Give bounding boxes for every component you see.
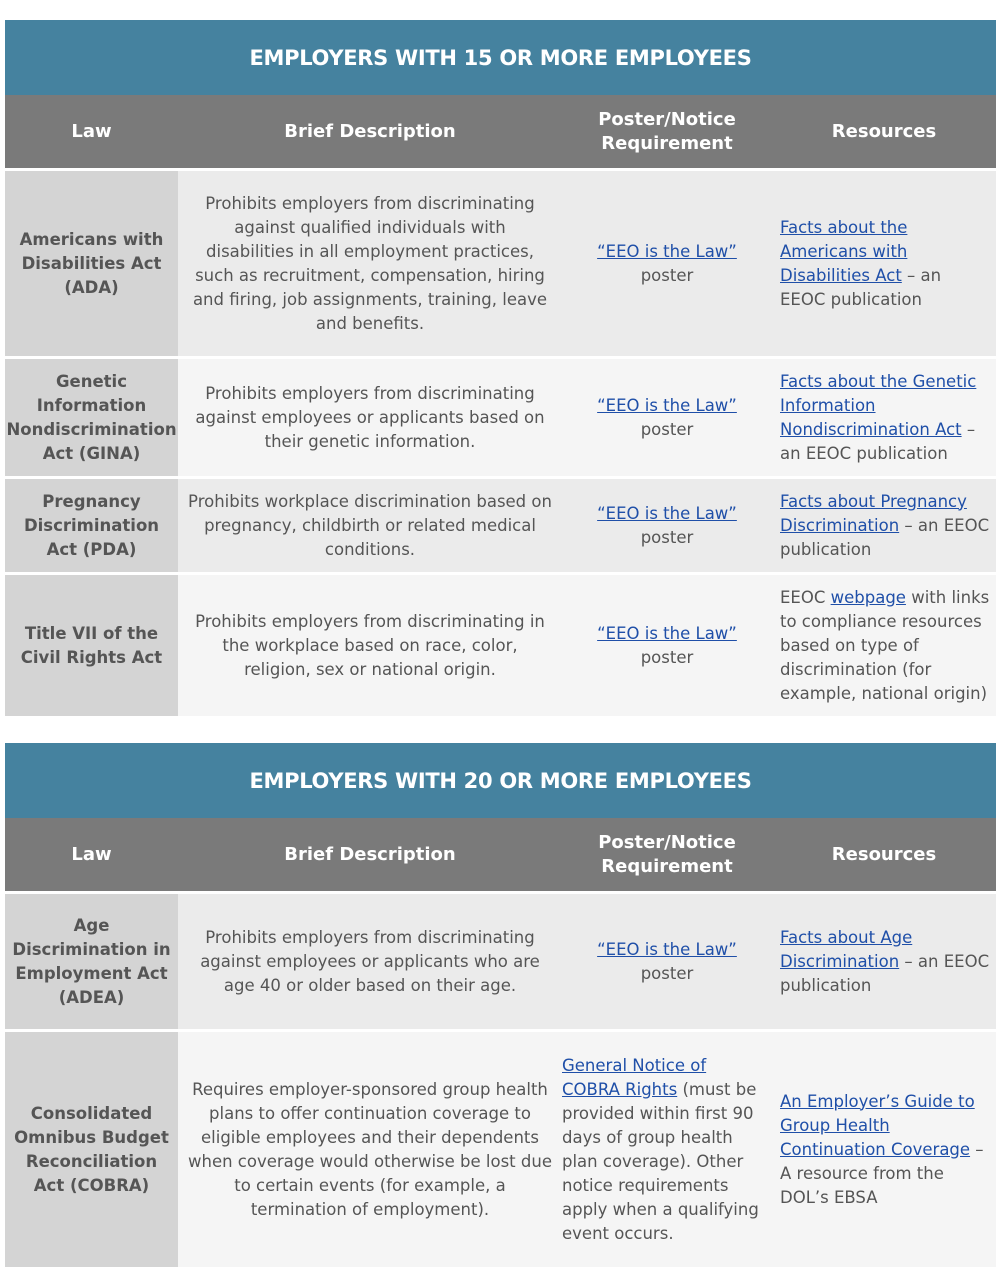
header-poster: Poster/Notice Requirement (598, 108, 736, 154)
eeo-poster-link[interactable]: “EEO is the Law” (597, 623, 737, 643)
resource-text: – an EEOC publication (780, 515, 990, 559)
law-description: Prohibits workplace discrimination based on pregnancy, childbirth or related medical conditions. (178, 479, 562, 572)
resource-prefix: EEOC (780, 587, 831, 607)
resource-text: with links to compliance resources based on type of discrimination (for example, national origin) (780, 587, 990, 703)
law-description: Requires employer-sponsored group health plans to offer continuation coverage to eligible employees and their dependents when coverage would otherwise be lost due to certain events (for example, a termination of employment). (178, 1032, 562, 1267)
poster-cell (562, 479, 772, 572)
law-name: Consolidated Omnibus Budget Reconciliation Act (COBRA) (5, 1032, 178, 1267)
resource-text: – an EEOC publication (780, 951, 990, 995)
webpage-link[interactable]: webpage (830, 587, 906, 607)
resource-text: – A resource from the DOL’s EBSA (780, 1139, 984, 1207)
poster-text: poster (640, 647, 694, 667)
law-name: Americans with Disabilities Act (ADA) (5, 171, 178, 356)
table-row (5, 891, 996, 1029)
resources-cell (772, 359, 996, 476)
resources-cell (772, 575, 996, 716)
table-row (5, 572, 996, 716)
resource-link[interactable]: Facts about the Genetic Information Nondiscrimination Act (780, 371, 977, 439)
table-row (5, 168, 996, 356)
eeo-poster-link[interactable]: “EEO is the Law” (597, 395, 737, 415)
eeo-poster-link[interactable]: “EEO is the Law” (597, 939, 737, 959)
law-name: Age Discrimination in Employment Act (ADEA) (5, 894, 178, 1029)
resource-link[interactable]: Facts about Pregnancy Discrimination (780, 491, 967, 535)
eeo-poster-link[interactable]: “EEO is the Law” (597, 503, 737, 523)
resources-cell (772, 171, 996, 356)
header-resources: Resources (831, 120, 937, 142)
table-row (5, 356, 996, 476)
law-name: Pregnancy Discrimination Act (PDA) (5, 479, 178, 572)
table-header (5, 818, 996, 891)
resource-link[interactable]: An Employer’s Guide to Group Health Continuation Coverage (780, 1091, 975, 1159)
header-law: Law (71, 843, 112, 865)
law-description: Prohibits employers from discriminating against qualified individuals with disabilities in all employment practices, such as recruitment, compensation, hiring and firing, job assignments, training, leave and benefits. (178, 171, 562, 356)
table-row (5, 1029, 996, 1267)
poster-text: poster (640, 419, 694, 439)
poster-text: poster (640, 527, 694, 547)
header-description: Brief Description (284, 120, 456, 142)
poster-cell (562, 1032, 772, 1267)
law-name: Title VII of the Civil Rights Act (5, 575, 178, 716)
law-name: Genetic Information Nondiscrimination Act (GINA) (5, 359, 178, 476)
cobra-notice-link[interactable]: General Notice of COBRA Rights (562, 1055, 707, 1099)
resources-cell (772, 479, 996, 572)
resources-cell (772, 894, 996, 1029)
header-resources: Resources (831, 843, 937, 865)
section-20-employees (5, 743, 996, 1267)
resource-link[interactable]: Facts about Age Discrimination (780, 927, 913, 971)
poster-text: poster (640, 963, 694, 983)
resource-text: – an EEOC publication (780, 419, 976, 463)
resource-text: – an EEOC publication (780, 265, 942, 309)
section-title: EMPLOYERS WITH 15 OR MORE EMPLOYEES (5, 20, 996, 95)
law-description: Prohibits employers from discriminating against employees or applicants based on their genetic information. (178, 359, 562, 476)
eeo-poster-link[interactable]: “EEO is the Law” (597, 241, 737, 261)
resource-link[interactable]: Facts about the Americans with Disabilities Act (780, 217, 908, 285)
poster-text: poster (640, 265, 694, 285)
section-15-employees (5, 20, 996, 716)
header-law: Law (71, 120, 112, 142)
header-description: Brief Description (284, 843, 456, 865)
poster-cell (562, 575, 772, 716)
header-poster: Poster/Notice Requirement (598, 831, 736, 877)
table-row (5, 476, 996, 572)
law-description: Prohibits employers from discriminating in the workplace based on race, color, religion, sex or national origin. (178, 575, 562, 716)
poster-text: (must be provided within first 90 days of group health plan coverage). Other notice requirements apply when a qualifying event occurs. (562, 1079, 759, 1243)
section-title: EMPLOYERS WITH 20 OR MORE EMPLOYEES (5, 743, 996, 818)
poster-cell (562, 171, 772, 356)
poster-cell (562, 894, 772, 1029)
poster-cell (562, 359, 772, 476)
table-header (5, 95, 996, 168)
law-description: Prohibits employers from discriminating against employees or applicants who are age 40 or older based on their age. (178, 894, 562, 1029)
resources-cell (772, 1032, 996, 1267)
